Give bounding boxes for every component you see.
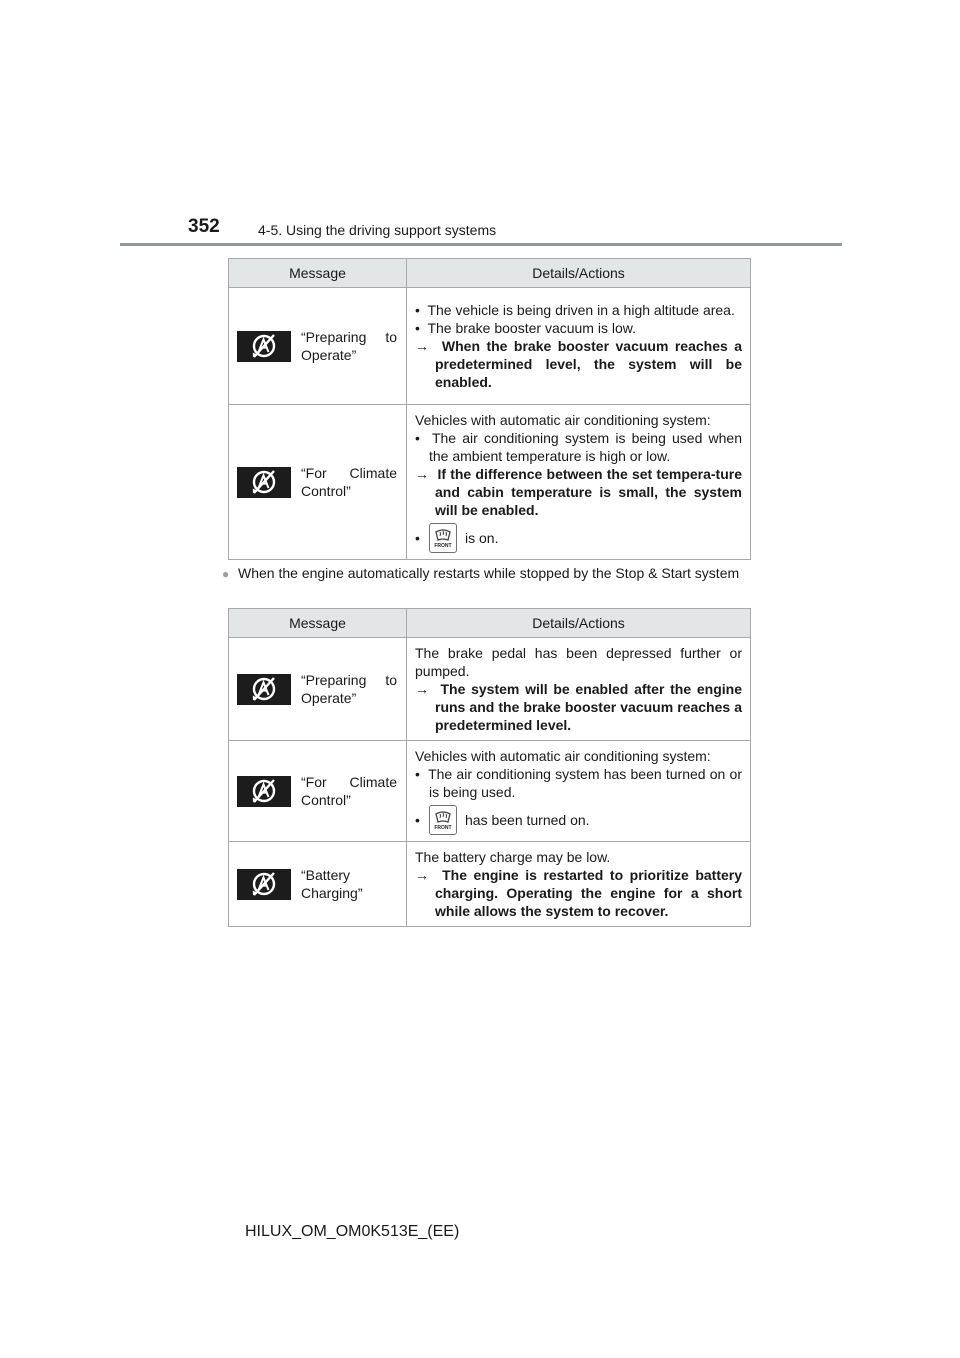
detail-intro: The battery charge may be low. (415, 849, 611, 865)
table-row (229, 842, 751, 927)
detail-intro: The brake pedal has been depressed further or pumped. (415, 645, 742, 679)
detail-bullet: • The brake booster vacuum is low. (415, 320, 636, 336)
column-header-details: Details/Actions (407, 609, 751, 638)
detail-action: → The engine is restarted to prioritize battery charging. Operating the engine for a short while allows the system to recover. (415, 867, 743, 919)
detail-intro: Vehicles with automatic air conditioning system: (415, 748, 711, 764)
front-defogger-icon (429, 523, 457, 553)
table-row (229, 288, 751, 405)
detail-bullet: • The air conditioning system has been turned on or is being used. (415, 766, 743, 800)
section-title: 4-5. Using the driving support systems (258, 222, 497, 238)
stop-start-system-icon (237, 467, 291, 498)
message-table-2 (228, 608, 751, 927)
circle-bullet-icon: ● (222, 567, 230, 581)
detail-bullet: • The air conditioning system is being used when the ambient temperature is high or low. (415, 430, 742, 464)
front-defogger-icon (429, 805, 457, 835)
page-number: 352 (188, 216, 220, 237)
detail-action: → The system will be enabled after the engine runs and the brake booster vacuum reaches a predetermined level. (415, 681, 742, 733)
message-table-1 (228, 258, 751, 560)
table-row (229, 638, 751, 741)
message-label: “Preparing to Operate” (301, 329, 397, 363)
stop-start-system-icon (237, 674, 291, 705)
table-row (229, 405, 751, 560)
column-header-message: Message (229, 259, 407, 288)
detail-bullet: • The vehicle is being driven in a high altitude area. (415, 302, 735, 318)
intro-paragraph: ● When the engine automatically restarts while stopped by the Stop & Start system (222, 565, 740, 581)
svg-text:FRONT: FRONT (434, 825, 452, 831)
stop-start-system-icon (237, 776, 291, 807)
header-rule (120, 243, 842, 246)
column-header-message: Message (229, 609, 407, 638)
message-label: “Preparing to Operate” (301, 672, 397, 706)
detail-intro: Vehicles with automatic air conditioning system: (415, 412, 711, 428)
detail-bullet-with-icon: • FRONT has been turned on. (415, 805, 742, 835)
message-label: “For Climate Control” (301, 465, 397, 499)
table-row (229, 741, 751, 842)
message-label: “Battery Charging” (301, 867, 363, 901)
column-header-details: Details/Actions (407, 259, 751, 288)
message-label: “For Climate Control” (301, 774, 397, 808)
stop-start-system-icon (237, 869, 291, 900)
detail-action: → When the brake booster vacuum reaches a predetermined level, the system will be enabled. (415, 338, 743, 390)
detail-bullet-with-icon: • FRONT is on. (415, 523, 742, 553)
svg-text:FRONT: FRONT (434, 543, 452, 549)
document-code: HILUX_OM_OM0K513E_(EE) (245, 1223, 460, 1240)
detail-action: → If the difference between the set tempera-ture and cabin temperature is small, the system will be enabled. (415, 466, 742, 518)
stop-start-system-icon (237, 331, 291, 362)
